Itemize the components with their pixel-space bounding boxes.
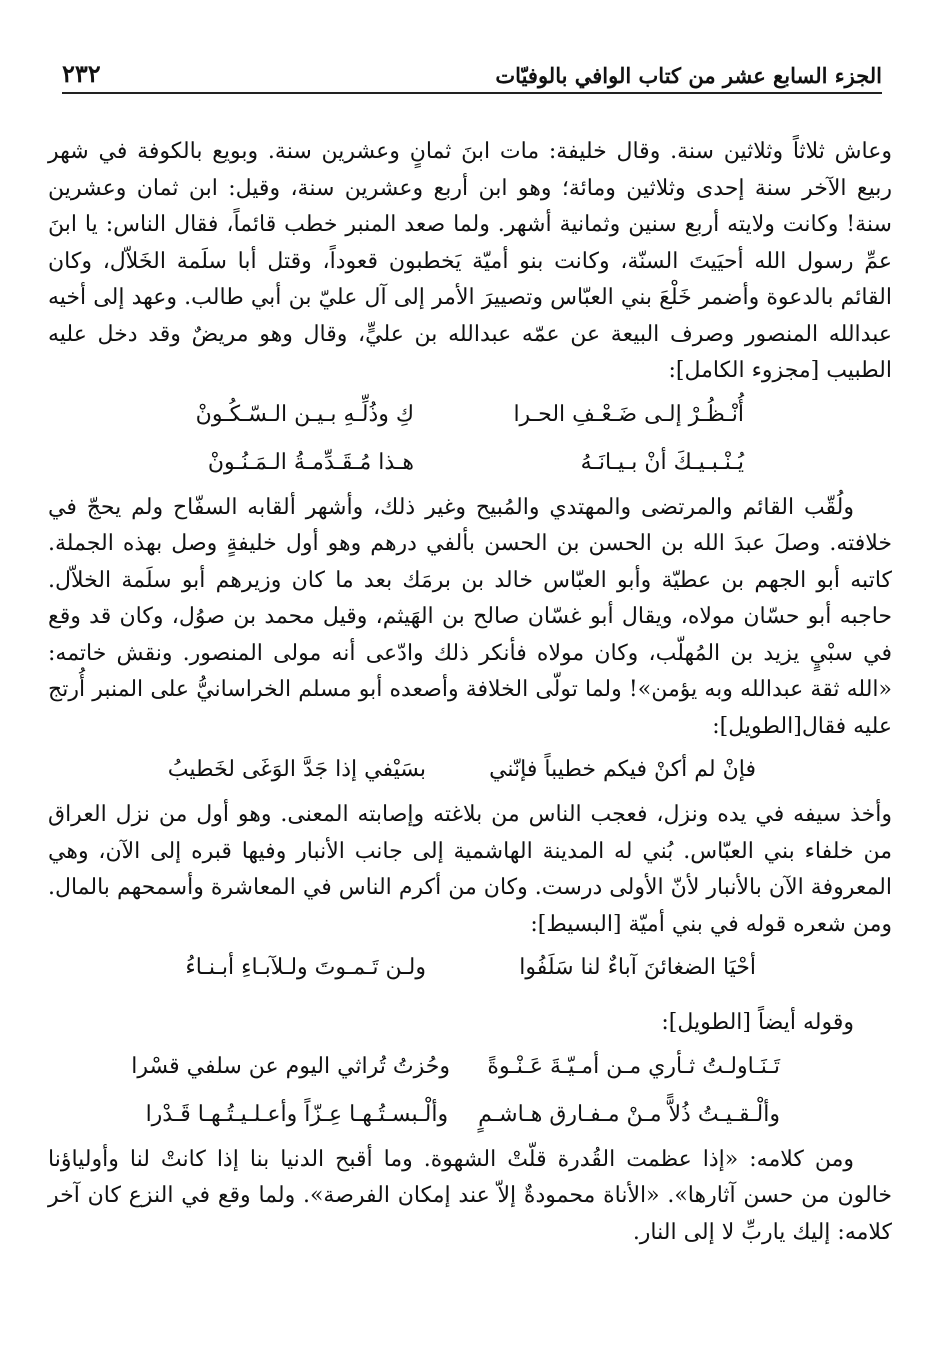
running-header — [62, 50, 882, 94]
verse-4-first-hemistich: أحْيَا الضغائنَ آباءٌ لنا سَلَفُوا — [519, 955, 756, 980]
verse-1-first-hemistich: أُنْـظُـرْ إلـى ضَـعْـفِ الحـرا — [513, 401, 744, 427]
paragraph-2: ولُقّب القائم والمرتضى والمهتدي والمُبيح وغير ذلك، وأشهر ألقابه السفّاح ولم يحجّ في خلافته. وصلَ عبدَ الله بن الحسن بن الحسن بألفي درهم وهو أول خليفةٍ وصل بهذه الجملة. كاتبه أبو الجهم بن عطيّة وأبو العبّاس خالد بن برمَك بعد ما كان وزيرهم أبو سلَمة الخلاّل. حاجبه أبو حسّان مولاه، ويقال أبو غسّان صالح بن الهَيثم، وقيل محمد بن صوُل، وكان قد وقع في سبْيٍ يزيد بن المُهلّب، وكان مولاه فأنكر ذلك وادّعى أنه مولى المنصور. ونقش خاتمه: «الله ثقة عبدالله وبه يؤمن»! ولما تولّى الخلافة وأصعده أبو مسلم الخراسانيُّ على المنبر أُرتج عليه فقال[الطويل]: — [48, 494, 892, 739]
verse-6-second-hemistich: وألْـبسـتُـهـا عِـزّاً وأعـلـيـتُـهـا قَـدْرا — [145, 1101, 449, 1127]
page-number: ٢٣٢ — [62, 59, 101, 88]
verse-3-first-hemistich: فإنْ لم أكنْ فيكم خطيباً فإنّني — [489, 757, 756, 782]
verse-line-4 — [48, 947, 892, 989]
header-title: الجزء السابع عشر من كتاب الوافي بالوفيّات — [495, 63, 882, 88]
verse-2-first-hemistich: يُـنْـبـيـكَ أنْ بـيـانَـهُ — [580, 449, 744, 475]
paragraph-5: ومن كلامه: «إذا عظمت القُدرة قلّتْ الشهوة. وما أقبح الدنيا بنا إذا كانتْ لنا وأولياؤنا خالون من حسن آثارها». «الأناة محمودةٌ إلاّ عند إمكان الفرصة». ولما وقع في النزع كان آخر كلامه: إليك ياربِّ لا إلى النار. — [48, 1146, 892, 1245]
verse-line-1 — [48, 394, 892, 436]
verse-line-5 — [48, 1046, 892, 1088]
verse-line-2 — [48, 442, 892, 484]
verse-3-second-hemistich: بسَيْفي إذا جَدَّ الوَغَى لخَطيبُ — [167, 757, 426, 782]
verse-1-second-hemistich: كِ وذُلِّـهِ بـيـن الـسّـكُـونْ — [195, 401, 414, 427]
verse-2-second-hemistich: هـذا مُـقَـدِّمـةُ الـمَـنُـونْ — [207, 449, 414, 475]
spacer — [48, 995, 892, 1005]
verse-5-first-hemistich: تَـنَـاولـتُ ثـأري مـن أمـيّـةَ عَـنْـوةً — [487, 1053, 780, 1079]
paragraph-3: وأخذ سيفه في يده ونزل، فعجب الناس من بلاغته وإصابته المعنى. وهو أول من نزل العراق من خلفاء بني العبّاس. بُني له المدينة الهاشمية إلى جانب الأنبار وفيها قبره إلى الآن، وهي المعروفة الآن بالأنبار لأنّ الأولى درست. وكان من أكرم الناس في المعاشرة وأسمحهم بالمال. ومن شعره قوله في بني أميّة [البسيط]: — [48, 802, 892, 937]
verse-5-second-hemistich: وحُزتُ تُراثي اليوم عن سلفي قسْرا — [131, 1053, 450, 1079]
verse-line-6 — [48, 1094, 892, 1136]
paragraph-1: وعاش ثلاثاً وثلاثين سنة. وقال خليفة: مات ابنَ ثمانٍ وعشرين سنة. وبويع بالكوفة في شهر ربيع الآخر سنة إحدى وثلاثين ومائة؛ وهو ابن أربع وعشرين سنة، وقيل: ابن ثمان وعشرين سنة! وكانت ولايته أربع سنين وثمانية أشهر. ولما صعد المنبر خطب قائماً، فقال الناس: يا ابنَ عمِّ رسول الله أحيَيتَ السنّة، وكانت بنو أميّة يَخطبون قعوداً، وقتل أبا سلَمة الخَلاّل، وكان القائم بالدعوة وأضمر خَلْعَ بني العبّاس وتصييرَ الأمر إلى آل عليّ بن أبي طالب. وعهد إلى أخيه عبدالله المنصور وصرف البيعة عن عمّه عبدالله بن عليٍّ، وقال وهو مريضٌ وقد دخل عليه الطبيب [مجزوء الكامل]: — [48, 139, 892, 383]
verse-line-3 — [48, 749, 892, 791]
paragraph-4: وقوله أيضاً [الطويل]: — [661, 1010, 854, 1035]
verse-6-first-hemistich: وألْـقـيـتُ ذُلاًّ مـنْ مـفـارق هـاشـمٍ — [478, 1101, 780, 1127]
body-text — [48, 134, 892, 1251]
verse-4-second-hemistich: ولـن تَـمـوتَ ولـلآبـاءِ أبـنـاءُ — [185, 955, 426, 980]
